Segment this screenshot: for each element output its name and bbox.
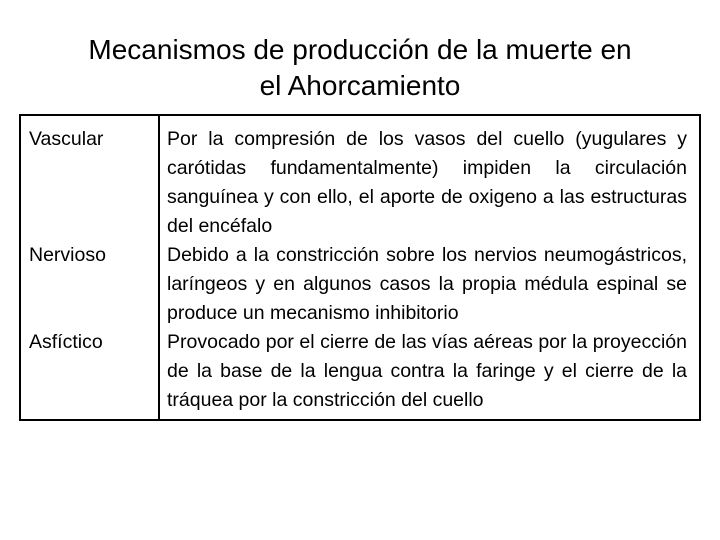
table-row-vascular bbox=[20, 115, 700, 241]
slide-title bbox=[40, 32, 680, 104]
slide-title-line-1: Mecanismos de producción de la muerte en bbox=[88, 34, 632, 65]
table-row-nervioso bbox=[20, 241, 700, 328]
mechanism-label-asfictico: Asfíctico bbox=[20, 328, 159, 420]
mechanism-description-asfictico: Provocado por el cierre de las vías aéreas por la proyección de la base de la lengua contra la faringe y el cierre de la tráquea por la constricción del cuello bbox=[167, 331, 687, 411]
mechanism-label-vascular: Vascular bbox=[20, 115, 159, 241]
slide-title-line-2: el Ahorcamiento bbox=[259, 70, 461, 101]
mechanisms-table bbox=[19, 114, 701, 421]
mechanism-label-nervioso: Nervioso bbox=[20, 241, 159, 328]
table-row-asfictico bbox=[20, 328, 700, 420]
mechanism-description-nervioso: Debido a la constricción sobre los nervios neumogástricos, laríngeos y en algunos casos la propia médula espinal se produce un mecanismo inhibitorio bbox=[167, 244, 687, 324]
mechanism-description-vascular: Por la compresión de los vasos del cuello (yugulares y carótidas fundamentalmente) impiden la circulación sanguínea y con ello, el aporte de oxigeno a las estructuras del encéfalo bbox=[167, 128, 687, 237]
